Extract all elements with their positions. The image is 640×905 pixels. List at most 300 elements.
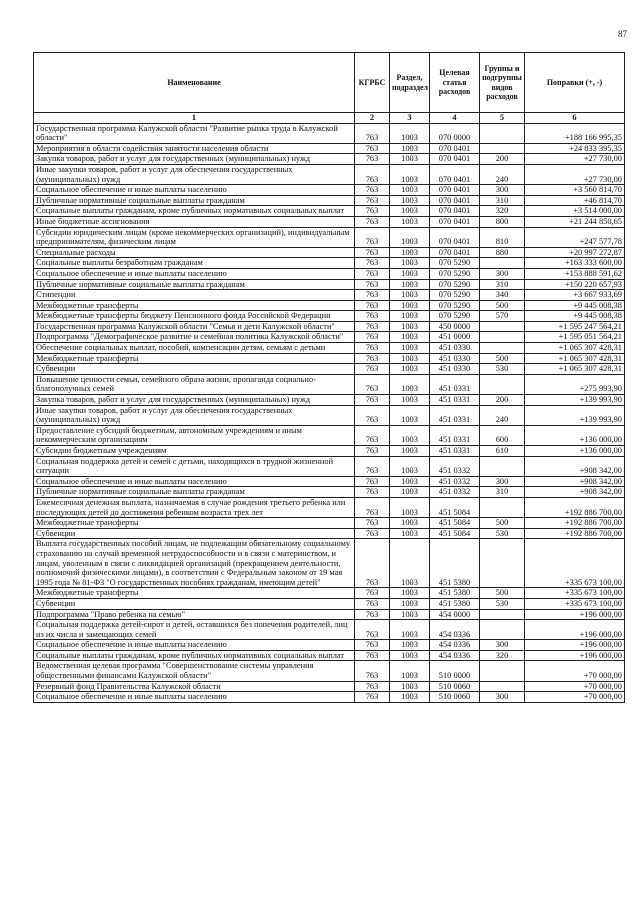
table-row xyxy=(34,332,625,343)
cell-target: 451 0331 xyxy=(430,395,480,406)
cell-name: Социальное обеспечение и иные выплаты населению xyxy=(34,476,355,487)
cell-target: 451 0331 xyxy=(430,446,480,457)
cell-name: Социальное обеспечение и иные выплаты населению xyxy=(34,268,355,279)
cell-target: 454 0336 xyxy=(430,620,480,640)
cell-kgrbs: 763 xyxy=(355,268,390,279)
cell-name: Межбюджетные трансферты xyxy=(34,353,355,364)
cell-section: 1003 xyxy=(390,258,430,269)
cell-group: 880 xyxy=(480,247,525,258)
cell-name: Иные закупки товаров, работ и услуг для обеспечения государственных (муниципальных) нужд xyxy=(34,164,355,184)
cell-target: 451 0330 xyxy=(430,343,480,354)
cell-group xyxy=(480,497,525,517)
table-row xyxy=(34,661,625,681)
cell-section: 1003 xyxy=(390,640,430,651)
cell-section: 1003 xyxy=(390,185,430,196)
cell-group: 200 xyxy=(480,395,525,406)
cell-group: 300 xyxy=(480,692,525,703)
cell-name: Обеспечение социальных выплат, пособий, компенсации детям, семьям с детьми xyxy=(34,343,355,354)
cell-name: Субсидии юридическим лицам (кроме некоммерческих организаций), индивидуальным предпринимателям, физическим лицам xyxy=(34,227,355,247)
cell-name: Субвенции xyxy=(34,528,355,539)
table-row xyxy=(34,353,625,364)
table-row xyxy=(34,681,625,692)
column-number: 6 xyxy=(525,113,625,124)
table-row xyxy=(34,343,625,354)
table-row xyxy=(34,185,625,196)
header-name: Наименование xyxy=(34,53,355,113)
cell-kgrbs: 763 xyxy=(355,405,390,425)
table-row xyxy=(34,143,625,154)
cell-target: 070 5290 xyxy=(430,311,480,322)
cell-section: 1003 xyxy=(390,425,430,445)
cell-section: 1003 xyxy=(390,405,430,425)
cell-section: 1003 xyxy=(390,164,430,184)
cell-target: 451 0332 xyxy=(430,456,480,476)
cell-target: 451 5084 xyxy=(430,528,480,539)
cell-target: 451 0331 xyxy=(430,405,480,425)
cell-group xyxy=(480,620,525,640)
header-group: Группы и подгруппы видов расходов xyxy=(480,53,525,113)
cell-kgrbs: 763 xyxy=(355,123,390,143)
cell-kgrbs: 763 xyxy=(355,598,390,609)
cell-kgrbs: 763 xyxy=(355,311,390,322)
cell-group xyxy=(480,123,525,143)
cell-name: Специальные расходы xyxy=(34,247,355,258)
cell-section: 1003 xyxy=(390,497,430,517)
cell-kgrbs: 763 xyxy=(355,227,390,247)
cell-section: 1003 xyxy=(390,374,430,394)
cell-target: 070 5290 xyxy=(430,258,480,269)
cell-name: Социальная поддержка детей-сирот и детей, оставшихся без попечения родителей, лиц из их числа и замещающих семей xyxy=(34,620,355,640)
cell-section: 1003 xyxy=(390,123,430,143)
table-row xyxy=(34,268,625,279)
cell-group: 300 xyxy=(480,640,525,651)
cell-target: 070 0401 xyxy=(430,206,480,217)
cell-amend: +196 000,00 xyxy=(525,620,625,640)
cell-kgrbs: 763 xyxy=(355,343,390,354)
cell-target: 070 0401 xyxy=(430,195,480,206)
table-row xyxy=(34,620,625,640)
cell-name: Иные закупки товаров, работ и услуг для обеспечения государственных (муниципальных) нужд xyxy=(34,405,355,425)
cell-name: Ведомственная целевая программа "Совершенствование системы управления общественными финансами Калужской области" xyxy=(34,661,355,681)
cell-target: 454 0336 xyxy=(430,640,480,651)
cell-name: Социальное обеспечение и иные выплаты населению xyxy=(34,640,355,651)
table-row xyxy=(34,528,625,539)
cell-amend: +908 342,00 xyxy=(525,456,625,476)
cell-group: 500 xyxy=(480,518,525,529)
cell-amend: +9 445 008,38 xyxy=(525,311,625,322)
table-row xyxy=(34,311,625,322)
cell-group xyxy=(480,374,525,394)
cell-target: 070 0401 xyxy=(430,154,480,165)
cell-target: 070 5290 xyxy=(430,290,480,301)
cell-name: Иные бюджетные ассигнования xyxy=(34,216,355,227)
table-body xyxy=(34,123,625,702)
cell-name: Государственная программа Калужской области "Семья и дети Калужской области" xyxy=(34,321,355,332)
cell-section: 1003 xyxy=(390,681,430,692)
cell-group: 240 xyxy=(480,405,525,425)
cell-name: Повышение ценности семьи, семейного образа жизни, пропаганда социально-благополучных семей xyxy=(34,374,355,394)
cell-target: 451 0331 xyxy=(430,374,480,394)
cell-amend: +9 445 008,38 xyxy=(525,300,625,311)
cell-amend: +27 730,00 xyxy=(525,154,625,165)
table-row xyxy=(34,425,625,445)
cell-amend: +139 993,90 xyxy=(525,405,625,425)
cell-kgrbs: 763 xyxy=(355,279,390,290)
column-number: 4 xyxy=(430,113,480,124)
cell-group: 500 xyxy=(480,588,525,599)
cell-kgrbs: 763 xyxy=(355,258,390,269)
cell-amend: +188 166 995,35 xyxy=(525,123,625,143)
cell-target: 070 0401 xyxy=(430,216,480,227)
cell-kgrbs: 763 xyxy=(355,300,390,311)
cell-section: 1003 xyxy=(390,279,430,290)
cell-name: Закупка товаров, работ и услуг для государственных (муниципальных) нужд xyxy=(34,395,355,406)
table-row xyxy=(34,395,625,406)
cell-section: 1003 xyxy=(390,143,430,154)
header-kgrbs: КГРБС xyxy=(355,53,390,113)
cell-section: 1003 xyxy=(390,446,430,457)
cell-target: 510 0060 xyxy=(430,681,480,692)
cell-group: 810 xyxy=(480,227,525,247)
cell-section: 1003 xyxy=(390,518,430,529)
cell-target: 070 0401 xyxy=(430,247,480,258)
column-number: 2 xyxy=(355,113,390,124)
cell-amend: +908 342,00 xyxy=(525,487,625,498)
cell-amend: +192 886 700,00 xyxy=(525,528,625,539)
cell-amend: +20 997 272,87 xyxy=(525,247,625,258)
cell-group: 570 xyxy=(480,311,525,322)
cell-section: 1003 xyxy=(390,216,430,227)
cell-section: 1003 xyxy=(390,154,430,165)
table-row xyxy=(34,609,625,620)
cell-section: 1003 xyxy=(390,300,430,311)
table-row xyxy=(34,598,625,609)
cell-name: Публичные нормативные социальные выплаты гражданам xyxy=(34,195,355,206)
cell-name: Межбюджетные трансферты xyxy=(34,300,355,311)
cell-amend: +196 000,00 xyxy=(525,650,625,661)
cell-name: Социальное обеспечение и иные выплаты населению xyxy=(34,185,355,196)
cell-amend: +21 244 850,65 xyxy=(525,216,625,227)
cell-target: 454 0336 xyxy=(430,650,480,661)
cell-amend: +70 000,00 xyxy=(525,681,625,692)
cell-kgrbs: 763 xyxy=(355,195,390,206)
cell-group: 200 xyxy=(480,154,525,165)
cell-group xyxy=(480,143,525,154)
cell-section: 1003 xyxy=(390,476,430,487)
cell-group xyxy=(480,609,525,620)
table-row xyxy=(34,476,625,487)
cell-kgrbs: 763 xyxy=(355,374,390,394)
cell-target: 070 0000 xyxy=(430,123,480,143)
cell-target: 070 0401 xyxy=(430,185,480,196)
cell-target: 451 0332 xyxy=(430,476,480,487)
column-number: 1 xyxy=(34,113,355,124)
cell-target: 451 0000 xyxy=(430,332,480,343)
cell-kgrbs: 763 xyxy=(355,247,390,258)
cell-name: Социальная поддержка детей и семей с детьми, находящихся в трудной жизненной ситуации xyxy=(34,456,355,476)
cell-group: 530 xyxy=(480,364,525,375)
cell-kgrbs: 763 xyxy=(355,321,390,332)
cell-kgrbs: 763 xyxy=(355,216,390,227)
cell-group xyxy=(480,258,525,269)
cell-kgrbs: 763 xyxy=(355,539,390,588)
cell-section: 1003 xyxy=(390,539,430,588)
cell-kgrbs: 763 xyxy=(355,154,390,165)
cell-amend: +192 886 700,00 xyxy=(525,518,625,529)
cell-target: 451 5380 xyxy=(430,598,480,609)
cell-target: 451 5380 xyxy=(430,588,480,599)
cell-name: Государственная программа Калужской области "Развитие рынка труда в Калужской области" xyxy=(34,123,355,143)
cell-amend: +3 560 814,70 xyxy=(525,185,625,196)
table-row xyxy=(34,206,625,217)
cell-group: 530 xyxy=(480,598,525,609)
table-row xyxy=(34,258,625,269)
table-row xyxy=(34,640,625,651)
cell-kgrbs: 763 xyxy=(355,353,390,364)
cell-target: 451 0331 xyxy=(430,425,480,445)
cell-name: Межбюджетные трансферты xyxy=(34,518,355,529)
cell-target: 454 0000 xyxy=(430,609,480,620)
cell-amend: +196 000,00 xyxy=(525,609,625,620)
cell-section: 1003 xyxy=(390,247,430,258)
cell-section: 1003 xyxy=(390,395,430,406)
cell-target: 450 0000 xyxy=(430,321,480,332)
cell-amend: +139 993,90 xyxy=(525,395,625,406)
table-row xyxy=(34,227,625,247)
table-row xyxy=(34,487,625,498)
cell-amend: +136 000,00 xyxy=(525,446,625,457)
cell-section: 1003 xyxy=(390,321,430,332)
cell-name: Публичные нормативные социальные выплаты гражданам xyxy=(34,487,355,498)
cell-name: Резервный фонд Правительства Калужской области xyxy=(34,681,355,692)
table-row xyxy=(34,123,625,143)
cell-amend: +1 065 307 428,31 xyxy=(525,343,625,354)
cell-section: 1003 xyxy=(390,353,430,364)
cell-target: 451 5380 xyxy=(430,539,480,588)
table-row xyxy=(34,164,625,184)
cell-section: 1003 xyxy=(390,661,430,681)
table-row xyxy=(34,446,625,457)
table-row xyxy=(34,650,625,661)
cell-target: 451 0330 xyxy=(430,364,480,375)
cell-target: 451 0330 xyxy=(430,353,480,364)
column-number: 5 xyxy=(480,113,525,124)
cell-kgrbs: 763 xyxy=(355,609,390,620)
cell-name: Подпрограмма "Право ребенка на семью" xyxy=(34,609,355,620)
cell-group: 300 xyxy=(480,185,525,196)
cell-amend: +335 673 100,00 xyxy=(525,539,625,588)
table-row xyxy=(34,497,625,517)
cell-kgrbs: 763 xyxy=(355,588,390,599)
cell-kgrbs: 763 xyxy=(355,290,390,301)
cell-amend: +247 577,78 xyxy=(525,227,625,247)
table-row xyxy=(34,300,625,311)
cell-section: 1003 xyxy=(390,268,430,279)
header-target: Целевая статья расходов xyxy=(430,53,480,113)
cell-kgrbs: 763 xyxy=(355,640,390,651)
cell-kgrbs: 763 xyxy=(355,425,390,445)
table-row xyxy=(34,692,625,703)
cell-group: 320 xyxy=(480,206,525,217)
cell-section: 1003 xyxy=(390,456,430,476)
cell-section: 1003 xyxy=(390,528,430,539)
table-row xyxy=(34,588,625,599)
header-amend: Поправки (+, -) xyxy=(525,53,625,113)
cell-kgrbs: 763 xyxy=(355,692,390,703)
cell-group: 600 xyxy=(480,425,525,445)
cell-amend: +335 673 100,00 xyxy=(525,588,625,599)
cell-section: 1003 xyxy=(390,311,430,322)
cell-group: 530 xyxy=(480,528,525,539)
cell-name: Предоставление субсидий бюджетным, автономным учреждениям и иным некоммерческим организациям xyxy=(34,425,355,445)
cell-kgrbs: 763 xyxy=(355,476,390,487)
cell-amend: +24 833 395,35 xyxy=(525,143,625,154)
cell-amend: +192 886 700,00 xyxy=(525,497,625,517)
cell-group: 300 xyxy=(480,476,525,487)
cell-name: Социальные выплаты гражданам, кроме публичных нормативных социальных выплат xyxy=(34,206,355,217)
cell-amend: +3 667 933,69 xyxy=(525,290,625,301)
cell-kgrbs: 763 xyxy=(355,206,390,217)
table-row xyxy=(34,405,625,425)
cell-group: 240 xyxy=(480,164,525,184)
cell-name: Мероприятия в области содействия занятости населения области xyxy=(34,143,355,154)
cell-kgrbs: 763 xyxy=(355,518,390,529)
cell-amend: +3 514 000,00 xyxy=(525,206,625,217)
table-row xyxy=(34,539,625,588)
cell-group xyxy=(480,681,525,692)
cell-section: 1003 xyxy=(390,588,430,599)
cell-section: 1003 xyxy=(390,609,430,620)
cell-name: Ежемесячная денежная выплата, назначаемая в случае рождения третьего ребенка или последующих детей до достижения ребенком возраста трех лет xyxy=(34,497,355,517)
cell-amend: +27 730,00 xyxy=(525,164,625,184)
cell-group xyxy=(480,321,525,332)
cell-group: 300 xyxy=(480,268,525,279)
cell-kgrbs: 763 xyxy=(355,487,390,498)
cell-kgrbs: 763 xyxy=(355,456,390,476)
cell-name: Стипендии xyxy=(34,290,355,301)
cell-group: 310 xyxy=(480,195,525,206)
cell-amend: +136 000,00 xyxy=(525,425,625,445)
cell-group: 320 xyxy=(480,650,525,661)
cell-target: 070 5290 xyxy=(430,300,480,311)
cell-group xyxy=(480,539,525,588)
budget-table xyxy=(33,52,625,703)
cell-group: 310 xyxy=(480,279,525,290)
cell-name: Субвенции xyxy=(34,364,355,375)
cell-amend: +70 000,00 xyxy=(525,692,625,703)
cell-group: 310 xyxy=(480,487,525,498)
cell-section: 1003 xyxy=(390,290,430,301)
cell-kgrbs: 763 xyxy=(355,620,390,640)
header-section: Раздел, подраздел xyxy=(390,53,430,113)
cell-name: Закупка товаров, работ и услуг для государственных (муниципальных) нужд xyxy=(34,154,355,165)
cell-name: Межбюджетные трансферты бюджету Пенсионного фонда Российской Федерации xyxy=(34,311,355,322)
cell-kgrbs: 763 xyxy=(355,528,390,539)
table-row xyxy=(34,247,625,258)
cell-section: 1003 xyxy=(390,487,430,498)
cell-target: 070 0401 xyxy=(430,143,480,154)
cell-amend: +153 888 591,62 xyxy=(525,268,625,279)
table-row xyxy=(34,290,625,301)
cell-group xyxy=(480,343,525,354)
cell-group: 500 xyxy=(480,353,525,364)
cell-amend: +335 673 100,00 xyxy=(525,598,625,609)
table-row xyxy=(34,195,625,206)
cell-group: 800 xyxy=(480,216,525,227)
cell-section: 1003 xyxy=(390,332,430,343)
cell-name: Социальные выплаты гражданам, кроме публичных нормативных социальных выплат xyxy=(34,650,355,661)
cell-group xyxy=(480,456,525,476)
table-row xyxy=(34,279,625,290)
cell-name: Субвенции xyxy=(34,598,355,609)
cell-name: Публичные нормативные социальные выплаты гражданам xyxy=(34,279,355,290)
cell-group xyxy=(480,332,525,343)
cell-group xyxy=(480,661,525,681)
cell-target: 510 0000 xyxy=(430,661,480,681)
cell-name: Социальные выплаты безработным гражданам xyxy=(34,258,355,269)
cell-amend: +70 000,00 xyxy=(525,661,625,681)
table-row xyxy=(34,154,625,165)
cell-amend: +163 333 600,00 xyxy=(525,258,625,269)
cell-section: 1003 xyxy=(390,650,430,661)
cell-name: Субсидии бюджетным учреждениям xyxy=(34,446,355,457)
cell-kgrbs: 763 xyxy=(355,661,390,681)
cell-kgrbs: 763 xyxy=(355,395,390,406)
table-row xyxy=(34,518,625,529)
cell-amend: +1 595 247 564,21 xyxy=(525,321,625,332)
cell-section: 1003 xyxy=(390,364,430,375)
cell-target: 451 5084 xyxy=(430,497,480,517)
cell-kgrbs: 763 xyxy=(355,364,390,375)
cell-amend: +46 814,70 xyxy=(525,195,625,206)
cell-amend: +196 000,00 xyxy=(525,640,625,651)
cell-kgrbs: 763 xyxy=(355,332,390,343)
cell-section: 1003 xyxy=(390,227,430,247)
column-number: 3 xyxy=(390,113,430,124)
cell-name: Социальное обеспечение и иные выплаты населению xyxy=(34,692,355,703)
cell-kgrbs: 763 xyxy=(355,681,390,692)
cell-amend: +908 342,00 xyxy=(525,476,625,487)
cell-kgrbs: 763 xyxy=(355,143,390,154)
cell-amend: +1 595 051 564,21 xyxy=(525,332,625,343)
cell-section: 1003 xyxy=(390,343,430,354)
cell-target: 451 5084 xyxy=(430,518,480,529)
cell-target: 451 0332 xyxy=(430,487,480,498)
cell-kgrbs: 763 xyxy=(355,650,390,661)
cell-target: 510 0060 xyxy=(430,692,480,703)
cell-section: 1003 xyxy=(390,692,430,703)
cell-section: 1003 xyxy=(390,206,430,217)
cell-amend: +1 065 307 428,31 xyxy=(525,364,625,375)
cell-amend: +1 065 307 428,31 xyxy=(525,353,625,364)
cell-kgrbs: 763 xyxy=(355,185,390,196)
header-row xyxy=(34,53,625,113)
cell-section: 1003 xyxy=(390,598,430,609)
cell-name: Подпрограмма "Демографическое развитие и семейная политика Калужской области" xyxy=(34,332,355,343)
cell-target: 070 5290 xyxy=(430,268,480,279)
column-number-row xyxy=(34,113,625,124)
table-row xyxy=(34,374,625,394)
cell-group: 500 xyxy=(480,300,525,311)
cell-group: 610 xyxy=(480,446,525,457)
cell-group: 340 xyxy=(480,290,525,301)
table-row xyxy=(34,456,625,476)
cell-kgrbs: 763 xyxy=(355,164,390,184)
cell-target: 070 0401 xyxy=(430,164,480,184)
cell-kgrbs: 763 xyxy=(355,497,390,517)
cell-target: 070 5290 xyxy=(430,279,480,290)
cell-amend: +150 220 657,93 xyxy=(525,279,625,290)
